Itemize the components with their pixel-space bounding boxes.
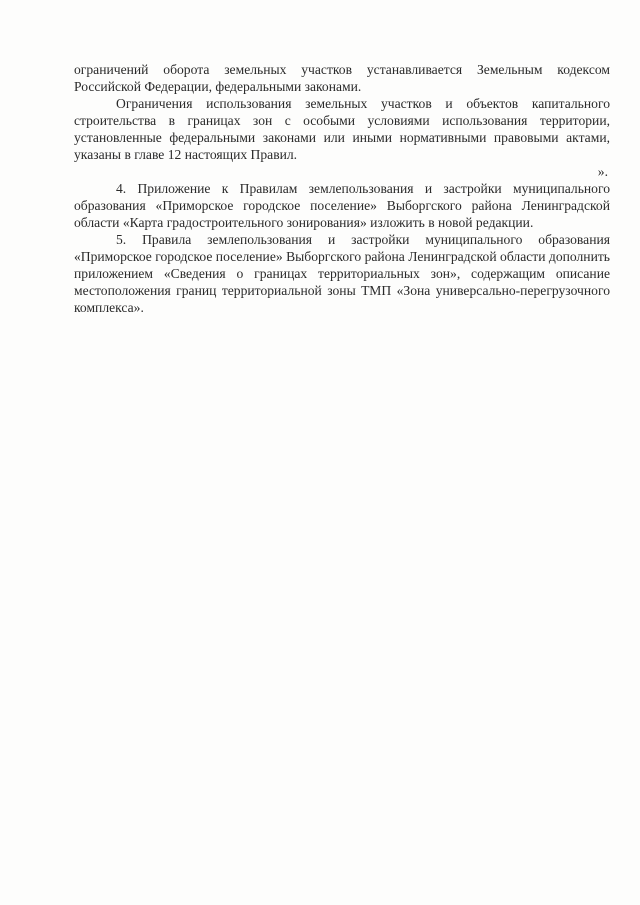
paragraph-restrictions: Ограничения использования земельных участков и объектов капитального строительства в границах зон с особыми условиями использования территории, установленные федеральными законами или иными нормативными правовыми актами, указаны в главе 12 настоящих Правил. [74, 96, 610, 162]
paragraph-continuation: ограничений оборота земельных участков устанавливается Земельным кодексом Российской Федерации, федеральными законами. [74, 62, 610, 94]
document-body [74, 61, 610, 316]
list-item-5: 5. Правила землепользования и застройки муниципального образования «Приморское городское поселение» Выборгского района Ленинградской области дополнить приложением «Сведения о границах территориальных зон», содержащим описание местоположения границ территориальной зоны ТМП «Зона универсально-перегрузочного комплекса». [74, 232, 610, 315]
list-item-4: 4. Приложение к Правилам землепользования и застройки муниципального образования «Приморское городское поселение» Выборгского района Ленинградской области «Карта градостроительного зонирования» изложить в новой редакции. [74, 181, 610, 230]
closing-quote: ». [597, 164, 608, 179]
